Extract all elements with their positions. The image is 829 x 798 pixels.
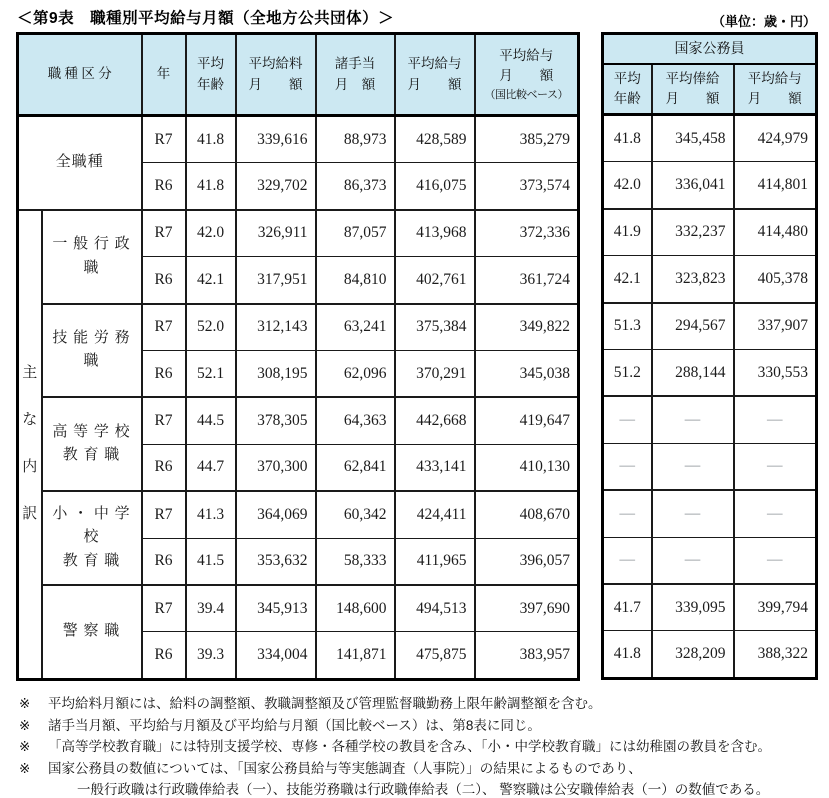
allowance-cell: 62,096 xyxy=(316,350,395,397)
comp-cell: 402,761 xyxy=(395,257,475,304)
comp-nb-cell: 419,647 xyxy=(475,397,579,444)
age-cell: 44.5 xyxy=(186,397,236,444)
header-nat-avg-comp: 平均給与 月 額 xyxy=(734,64,817,115)
nat-age-cell: 51.2 xyxy=(603,349,652,396)
nat-base-cell: 332,237 xyxy=(652,209,734,256)
comp-nb-cell: 383,957 xyxy=(475,632,579,679)
comp-cell: 442,668 xyxy=(395,397,475,444)
table-title: ＜第9表 職種別平均給与月額（全地方公共団体）＞ xyxy=(17,10,395,27)
footnote-line xyxy=(19,736,819,758)
nat-comp-cell: — xyxy=(734,537,817,584)
year-cell: R7 xyxy=(142,491,186,538)
table-row xyxy=(603,303,817,350)
comp-nb-cell: 385,279 xyxy=(475,116,579,163)
table-row xyxy=(603,631,817,678)
footnote-text: 「高等学校教育職」には特別支援学校、専修・各種学校の教員を含み、「小・中学校教育職」には幼稚園の教員を含む。 xyxy=(48,739,772,755)
table-row xyxy=(603,162,817,209)
year-cell: R7 xyxy=(142,585,186,632)
year-cell: R6 xyxy=(142,632,186,679)
main-salary-table xyxy=(16,32,580,681)
group-name-general-admin: 一 般 行 政 職 xyxy=(42,210,142,304)
nat-age-cell: — xyxy=(603,537,652,584)
table-row xyxy=(18,210,579,257)
year-cell: R7 xyxy=(142,397,186,444)
comp-nb-cell: 373,574 xyxy=(475,163,579,210)
comp-nb-cell: 345,038 xyxy=(475,350,579,397)
salary-cell: 345,913 xyxy=(236,585,316,632)
allowance-cell: 62,841 xyxy=(316,444,395,491)
allowance-cell: 148,600 xyxy=(316,585,395,632)
comp-nb-cell: 410,130 xyxy=(475,444,579,491)
nat-age-cell: 41.8 xyxy=(603,631,652,678)
header-job-category: 職 種 区 分 xyxy=(18,34,142,116)
nat-base-cell: — xyxy=(652,537,734,584)
allowance-cell: 63,241 xyxy=(316,304,395,351)
group-name-all-jobs: 全職種 xyxy=(18,116,142,210)
header-year: 年 xyxy=(142,34,186,116)
group-name-police: 警 察 職 xyxy=(42,585,142,679)
allowance-cell: 60,342 xyxy=(316,491,395,538)
nat-age-cell: — xyxy=(603,443,652,490)
salary-cell: 312,143 xyxy=(236,304,316,351)
group-name-skilled-labor: 技 能 労 務 職 xyxy=(42,304,142,398)
nat-comp-cell: — xyxy=(734,396,817,443)
age-cell: 41.5 xyxy=(186,538,236,585)
footnote-text: 平均給料月額には、給料の調整額、教職調整額及び管理監督職勤務上限年齢調整額を含む。 xyxy=(48,696,602,711)
salary-cell: 334,004 xyxy=(236,632,316,679)
footnote-marker xyxy=(19,779,48,798)
footnote-line xyxy=(19,693,819,715)
header-avg-age: 平均 年齢 xyxy=(186,34,236,116)
year-cell: R6 xyxy=(142,163,186,210)
header-national-civil-servant: 国家公務員 xyxy=(603,34,817,65)
table-row xyxy=(18,116,579,163)
nat-base-cell: — xyxy=(652,443,734,490)
table-row xyxy=(603,490,817,537)
allowance-cell: 64,363 xyxy=(316,397,395,444)
footnote-text: 国家公務員の数値については、「国家公務員給与等実態調査（人事院）」の結果によるものであり、 xyxy=(48,760,642,776)
footnote-text: 一般行政職は行政職俸給表（一）、技能労務職は行政職俸給表（二）、 警察職は公安職俸給表（一）の数値である。 xyxy=(77,782,770,798)
salary-cell: 317,951 xyxy=(236,257,316,304)
year-cell: R6 xyxy=(142,538,186,585)
header-avg-salary: 平均給料 月 額 xyxy=(236,34,316,116)
comp-cell: 428,589 xyxy=(395,116,475,163)
age-cell: 39.3 xyxy=(186,632,236,679)
comp-nb-cell: 361,724 xyxy=(475,257,579,304)
nat-comp-cell: 414,480 xyxy=(734,209,817,256)
nat-age-cell: 42.0 xyxy=(603,162,652,209)
comp-cell: 370,291 xyxy=(395,350,475,397)
comp-nb-cell: 397,690 xyxy=(475,585,579,632)
comp-nb-cell: 408,670 xyxy=(475,491,579,538)
header-nat-avg-base-salary: 平均俸給 月 額 xyxy=(652,64,734,115)
table-row xyxy=(603,256,817,303)
national-subheader-row xyxy=(603,64,817,115)
group-name-high-school-education: 高 等 学 校 教 育 職 xyxy=(42,397,142,491)
salary-cell: 364,069 xyxy=(236,491,316,538)
comp-cell: 416,075 xyxy=(395,163,475,210)
age-cell: 44.7 xyxy=(186,444,236,491)
age-cell: 42.1 xyxy=(186,257,236,304)
year-cell: R7 xyxy=(142,210,186,257)
age-cell: 42.0 xyxy=(186,210,236,257)
group-name-elementary-jr-high-education: 小 ・ 中 学 校 教 育 職 xyxy=(42,491,142,585)
nat-comp-cell: 337,907 xyxy=(734,303,817,350)
table-row xyxy=(603,396,817,443)
table-row xyxy=(603,537,817,584)
nat-comp-cell: — xyxy=(734,490,817,537)
nat-comp-cell: 388,322 xyxy=(734,631,817,678)
allowance-cell: 88,973 xyxy=(316,116,395,163)
nat-base-cell: 288,144 xyxy=(652,349,734,396)
main-header-row xyxy=(18,34,579,116)
national-civil-servant-table xyxy=(601,32,818,680)
nat-base-cell: 328,209 xyxy=(652,631,734,678)
salary-cell: 370,300 xyxy=(236,444,316,491)
age-cell: 41.8 xyxy=(186,163,236,210)
footnote-marker: ※ xyxy=(19,717,31,733)
nat-age-cell: 41.8 xyxy=(603,115,652,162)
table-row xyxy=(603,443,817,490)
table-row xyxy=(18,491,579,538)
footnotes xyxy=(19,693,819,798)
age-cell: 41.3 xyxy=(186,491,236,538)
footnote-text: 諸手当月額、平均給与月額及び平均給与月額（国比較ベース）は、第8表に同じ。 xyxy=(48,717,541,733)
footnote-line xyxy=(19,715,819,737)
footnote-marker: ※ xyxy=(19,696,31,711)
table-row xyxy=(18,397,579,444)
table-row xyxy=(603,584,817,631)
year-cell: R7 xyxy=(142,116,186,163)
salary-cell: 329,702 xyxy=(236,163,316,210)
nat-comp-cell: 405,378 xyxy=(734,256,817,303)
comp-nb-cell: 396,057 xyxy=(475,538,579,585)
year-cell: R6 xyxy=(142,444,186,491)
nat-comp-cell: — xyxy=(734,443,817,490)
table-row xyxy=(603,115,817,162)
comp-cell: 433,141 xyxy=(395,444,475,491)
year-cell: R6 xyxy=(142,350,186,397)
allowance-cell: 58,333 xyxy=(316,538,395,585)
nat-base-cell: 336,041 xyxy=(652,162,734,209)
nat-age-cell: 41.9 xyxy=(603,209,652,256)
nat-age-cell: 41.7 xyxy=(603,584,652,631)
comp-nb-cell: 372,336 xyxy=(475,210,579,257)
nat-base-cell: 339,095 xyxy=(652,584,734,631)
nat-age-cell: — xyxy=(603,490,652,537)
table-row xyxy=(18,304,579,351)
nat-age-cell: 51.3 xyxy=(603,303,652,350)
comp-cell: 424,411 xyxy=(395,491,475,538)
nat-comp-cell: 414,801 xyxy=(734,162,817,209)
salary-cell: 308,195 xyxy=(236,350,316,397)
header-avg-comp-national-base: 平均給与 月 額 （国比較ベース） xyxy=(475,34,579,116)
nat-base-cell: — xyxy=(652,490,734,537)
age-cell: 52.1 xyxy=(186,350,236,397)
nat-age-cell: 42.1 xyxy=(603,256,652,303)
salary-cell: 353,632 xyxy=(236,538,316,585)
year-cell: R6 xyxy=(142,257,186,304)
comp-cell: 375,384 xyxy=(395,304,475,351)
nat-age-cell: — xyxy=(603,396,652,443)
comp-cell: 494,513 xyxy=(395,585,475,632)
year-cell: R7 xyxy=(142,304,186,351)
salary-cell: 339,616 xyxy=(236,116,316,163)
allowance-cell: 86,373 xyxy=(316,163,395,210)
header-allowances: 諸手当 月 額 xyxy=(316,34,395,116)
nat-base-cell: 345,458 xyxy=(652,115,734,162)
national-header-row xyxy=(603,34,817,65)
comp-cell: 475,875 xyxy=(395,632,475,679)
comp-nb-cell: 349,822 xyxy=(475,304,579,351)
table-row xyxy=(603,349,817,396)
table-row xyxy=(18,585,579,632)
allowance-cell: 141,871 xyxy=(316,632,395,679)
nat-comp-cell: 424,979 xyxy=(734,115,817,162)
header-nat-avg-age: 平均 年齢 xyxy=(603,64,652,115)
allowance-cell: 87,057 xyxy=(316,210,395,257)
footnote-marker: ※ xyxy=(19,760,31,776)
header-avg-comp: 平均給与 月 額 xyxy=(395,34,475,116)
unit-label: （単位：歳・円） xyxy=(711,14,816,29)
footnote-line xyxy=(19,779,819,798)
nat-comp-cell: 399,794 xyxy=(734,584,817,631)
footnote-marker: ※ xyxy=(19,739,31,755)
age-cell: 52.0 xyxy=(186,304,236,351)
comp-cell: 413,968 xyxy=(395,210,475,257)
table-row xyxy=(603,209,817,256)
nat-comp-cell: 330,553 xyxy=(734,349,817,396)
section-label-main-breakdown: 主 な 内 訳 xyxy=(18,210,42,679)
salary-cell: 326,911 xyxy=(236,210,316,257)
footnote-line xyxy=(19,758,819,780)
nat-base-cell: — xyxy=(652,396,734,443)
comp-cell: 411,965 xyxy=(395,538,475,585)
age-cell: 39.4 xyxy=(186,585,236,632)
nat-base-cell: 294,567 xyxy=(652,303,734,350)
allowance-cell: 84,810 xyxy=(316,257,395,304)
age-cell: 41.8 xyxy=(186,116,236,163)
salary-cell: 378,305 xyxy=(236,397,316,444)
nat-base-cell: 323,823 xyxy=(652,256,734,303)
